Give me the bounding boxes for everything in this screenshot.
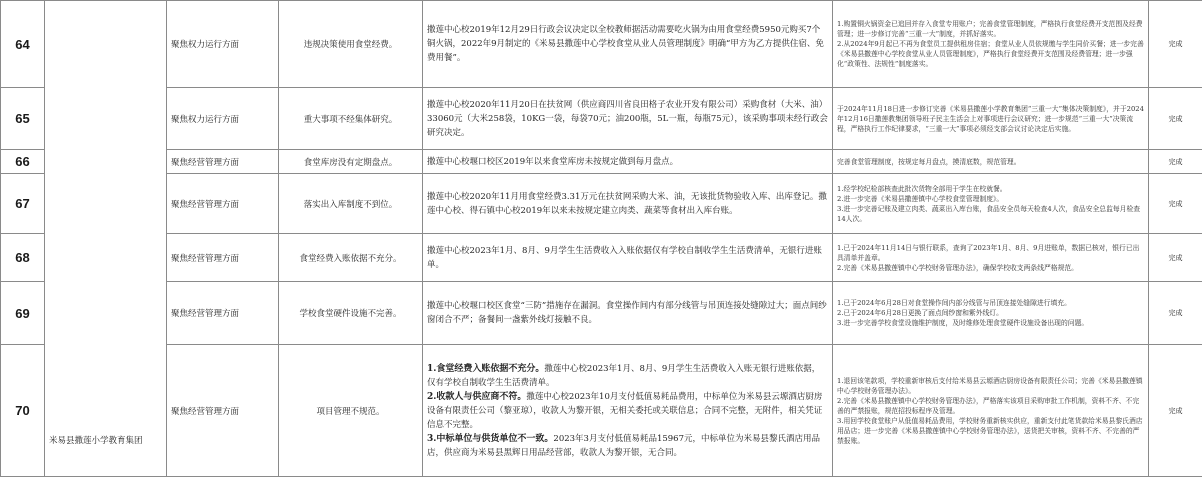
rectification-cell: 于2024年11月18日进一步修订完善《米易县撒莲小学教育集团“三重一大”集体决策制度》，并于2024年12月16日撒莲教集团领导班子民主生活会上对事项进行会议研究；进一步规范“三重一大”决策流程，严格执行工作纪律要求，“三重一大”事项必须经支部会议讨论决定后实施。 (833, 88, 1149, 150)
row-number: 64 (1, 1, 45, 88)
category-cell: 聚焦经营管理方面 (167, 282, 279, 345)
table-row (1, 1, 1202, 88)
problem-cell: 食堂库房没有定期盘点。 (279, 150, 423, 174)
category-cell: 聚焦权力运行方面 (167, 1, 279, 88)
rectification-cell: 1.退回该笔款项，学校重新审核后支付给米易县云塬酒店厨房设备有限责任公司；完善《米易县撒莲镇中心学校财务管理办法》。 2.完善《米易县撒莲镇中心学校财务管理办法》，严格落实该项目采购审批工作机制，资料不齐、不完善的严禁报账，规范招投标程序及管理。 3.用回学校食堂账户从低值易耗品费用，学校财务重新核实供应，重新支付此笔货款给米易县黎氏酒店用品店；进一步完善《米易县撒莲镇中心学校财务管理办法》，送货把关审核，资料不齐、不完善的严禁报账。 (833, 345, 1149, 477)
row-number: 66 (1, 150, 45, 174)
category-cell: 聚焦经营管理方面 (167, 150, 279, 174)
rectification-cell: 1.购置铜火锅资金已追回并存入食堂专用账户；完善食堂管理制度，严格执行食堂经费开支范围及经费管理；进一步修订完善“三重一大”制度，并抓好落实。 2.从2024年9月起已不再为食堂员工提供租房住宿；食堂从业人员依规缴与学生同价买餐；进一步完善《米易县撒莲中心学校食堂从业人员管理制度》，严格执行食堂经费开支范围及经费管理；进一步强化“政策性、法规性”制度落实。 (833, 1, 1149, 88)
status-cell: 完成 (1149, 234, 1202, 282)
category-cell: 聚焦经营管理方面 (167, 345, 279, 477)
problem-cell: 食堂经费入账依据不充分。 (279, 234, 423, 282)
unit-name: 米易县撒莲小学教育集团 (45, 1, 167, 477)
detail-cell: 撒莲中心校堰口校区食堂“三防”措施存在漏洞。食堂操作间内有部分线管与吊顶连接处缝隙过大；面点间纱窗闭合不严；备餐间一盏紫外线灯接触不良。 (423, 282, 833, 345)
row-number: 67 (1, 174, 45, 234)
category-cell: 聚焦权力运行方面 (167, 88, 279, 150)
problem-cell: 违规决策使用食堂经费。 (279, 1, 423, 88)
status-cell: 完成 (1149, 88, 1202, 150)
table-row (1, 234, 1202, 282)
status-cell: 完成 (1149, 1, 1202, 88)
category-cell: 聚焦经营管理方面 (167, 174, 279, 234)
problem-cell: 重大事项不经集体研究。 (279, 88, 423, 150)
table-row (1, 150, 1202, 174)
status-cell: 完成 (1149, 174, 1202, 234)
rectification-cell: 1.已于2024年11月14日与银行联系，查询了2023年1月、8月、9月进账单，数据已核对，银行已出具清单并盖章。 2.完善《米易县撒莲镇中心学校财务管理办法》，确保学校收支两条线严格规范。 (833, 234, 1149, 282)
rectification-cell: 1.经学校纪检部核查此批次货物全部用于学生在校就餐。 2.进一步完善《米易县撒莲镇中心学校食堂管理制度》。 3.进一步完善记账及建立肉类、蔬菜出入库台账，食品安全员每天检查4人次，食品安全总监每月检查14人次。 (833, 174, 1149, 234)
detail-cell: 1.食堂经费入账依据不充分。撒莲中心校2023年1月、8月、9月学生生活费收入入账无银行进账依据，仅有学校自制收学生生活费清单。 2.收款人与供应商不符。撒莲中心校2023年10月支付低值易耗品费用，中标单位为米易县云塬酒店厨房设备有限责任公司（黎亚琼），收款人为黎开银，无相关委托或关联信息；合同不完整，无附件，相关凭证信息不完整。 3.中标单位与供货单位不一致。2023年3月支付低值易耗品15967元，中标单位为米易县黎氏酒店用品店，供应商为米易县黑辉日用品经营部，收款人为黎开银，无合同。 (423, 345, 833, 477)
problem-cell: 学校食堂硬件设施不完善。 (279, 282, 423, 345)
rectification-cell: 完善食堂管理制度，按规定每月盘点，摸清底数，规范管理。 (833, 150, 1149, 174)
row-number: 65 (1, 88, 45, 150)
table-row (1, 282, 1202, 345)
detail-cell: 撒莲中心校2019年12月29日行政会议决定以全校教师据活动需要吃火锅为由用食堂经费5950元购买7个铜火锅，2022年9月制定的《米易县撒莲中心学校食堂从业人员管理制度》明确“甲方为乙方提供住宿、免费用餐”。 (423, 1, 833, 88)
problem-cell: 项目管理不规范。 (279, 345, 423, 477)
table-row (1, 88, 1202, 150)
row-number: 70 (1, 345, 45, 477)
rectification-cell: 1.已于2024年6月28日对食堂操作间内部分线管与吊顶连接处缝隙进行填充。 2.已于2024年6月28日更换了面点间纱窗和紫外线灯。 3.进一步完善学校食堂设施维护制度，及时维修处理食堂硬件设施设备出现的问题。 (833, 282, 1149, 345)
detail-cell: 撒莲中心校2020年11月用食堂经费3.31万元在扶贫网采购大米、油，无该批货物验收入库、出库登记。撒莲中心校、得石镇中心校2019年以来未按规定建立肉类、蔬菜等食材出入库台账。 (423, 174, 833, 234)
category-cell: 聚焦经营管理方面 (167, 234, 279, 282)
row-number: 68 (1, 234, 45, 282)
detail-cell: 撒莲中心校堰口校区2019年以来食堂库房未按规定做到每月盘点。 (423, 150, 833, 174)
problem-cell: 落实出入库制度不到位。 (279, 174, 423, 234)
status-cell: 完成 (1149, 345, 1202, 477)
table-row (1, 174, 1202, 234)
detail-cell: 撒莲中心校2020年11月20日在扶贫网（供应商四川省良田格子农业开发有限公司）采购食材（大米、油）33060元（大米258袋，10KG一袋，每袋70元；油200瓶，5L一瓶，每瓶75元），该采购事项未经行政会研究决定。 (423, 88, 833, 150)
row-number: 69 (1, 282, 45, 345)
status-cell: 完成 (1149, 150, 1202, 174)
status-cell: 完成 (1149, 282, 1202, 345)
table-row (1, 345, 1202, 477)
detail-cell: 撒莲中心校2023年1月、8月、9月学生生活费收入入账依据仅有学校自制收学生生活费清单，无银行进账单。 (423, 234, 833, 282)
